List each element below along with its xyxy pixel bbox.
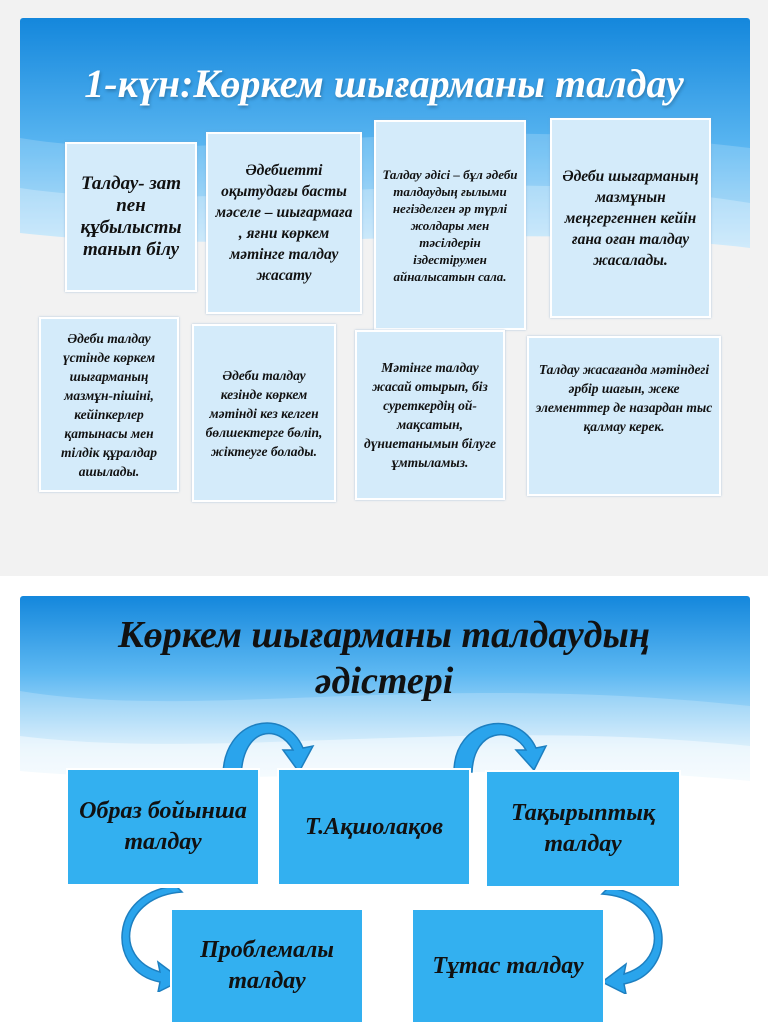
text-box-6: Әдеби талдау кезінде көркем мәтінді кез келген бөлшектерге бөліп, жіктеуге болады.: [192, 324, 336, 502]
method-box-problem-analysis: Проблемалы талдау: [170, 908, 364, 1024]
text-box-5: Әдеби талдау үстінде көркем шығарманың мазмұн-пішіні, кейіпкерлер қатынасы мен тілдік құралдар ашылады.: [39, 317, 179, 492]
slide-2-title: Көркем шығарманы талдаудың әдістері: [118, 614, 650, 702]
method-box-holistic-analysis: Тұтас талдау: [411, 908, 605, 1024]
method-box-image-analysis: Образ бойынша талдау: [66, 768, 260, 886]
text-box-1: Талдау- зат пен құбылысты танып білу: [65, 142, 197, 292]
curved-arrow-icon: [448, 712, 558, 774]
text-box-4: Әдеби шығарманың мазмұнын меңгергеннен кейін ғана оған талдау жасалады.: [550, 118, 711, 318]
text-box-2: Әдебиетті оқытудағы басты мәселе – шығармаға , яғни көркем мәтінге талдау жасату: [206, 132, 362, 314]
curved-arrow-icon: [600, 890, 674, 994]
slide-1-title: 1-күн:Көркем шығарманы талдау: [84, 61, 684, 106]
method-box-akhsholakov: Т.Ақшолақов: [277, 768, 471, 886]
text-box-7: Мәтінге талдау жасай отырып, біз суреткердің ой-мақсатын, дүниетанымын білуге ұмтыламыз.: [355, 330, 505, 500]
text-box-3: Талдау әдісі – бұл әдеби талдаудың ғылыми негізделген әр түрлі жолдары мен тәсілдерін іздестірумен айналысатын сала.: [374, 120, 526, 330]
method-box-thematic-analysis: Тақырыптық талдау: [485, 770, 681, 888]
text-box-8: Талдау жасағанда мәтіндегі әрбір шағын, жеке элементтер де назардан тыс қалмау керек.: [527, 336, 721, 496]
